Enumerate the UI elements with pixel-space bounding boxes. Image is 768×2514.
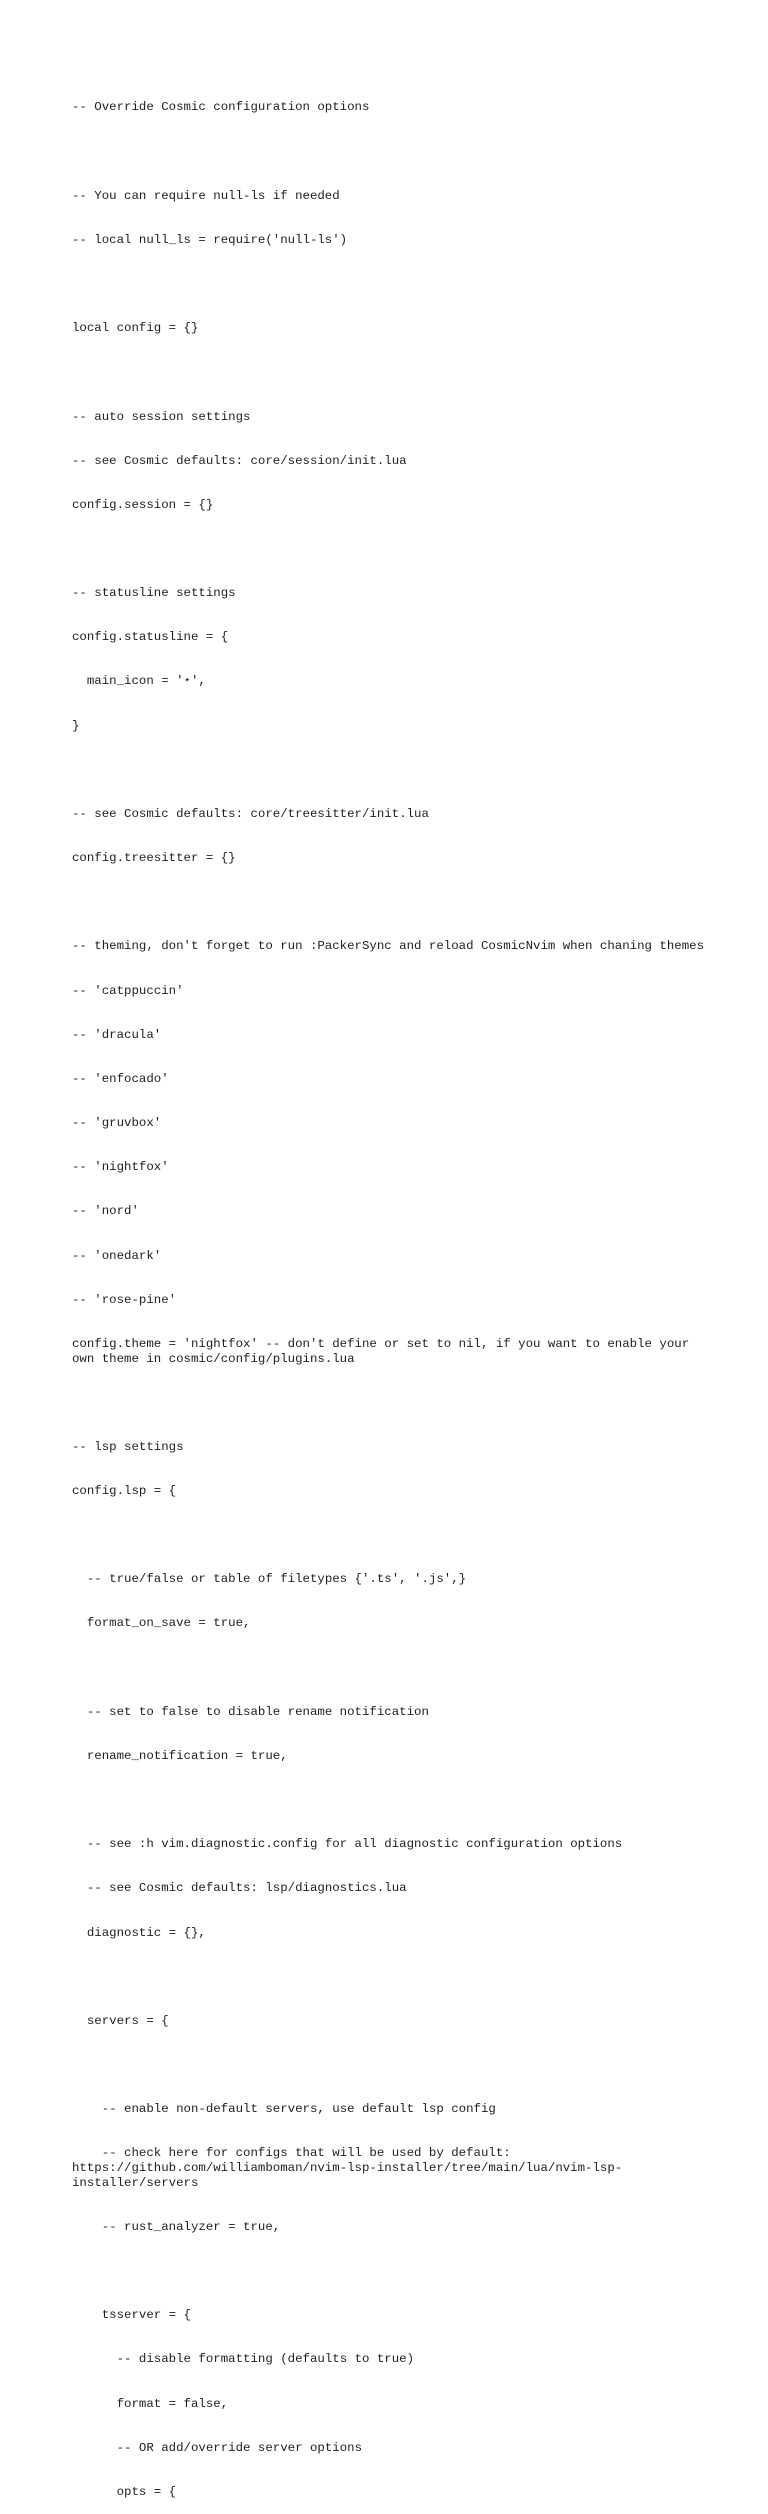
code-line: opts = { (72, 2484, 177, 2499)
code-line: config.session = {} (72, 497, 214, 512)
code-line (72, 1970, 712, 1985)
code-line: -- see Cosmic defaults: core/session/init.lua (72, 453, 407, 468)
code-line: -- 'nightfox' (72, 1160, 169, 1175)
code-line: -- 'onedark' (72, 1248, 162, 1263)
code-line: main_icon = '⋆', (72, 674, 206, 689)
code-line (72, 1793, 712, 1808)
code-line: -- 'dracula' (72, 1027, 162, 1042)
code-line: -- see :h vim.diagnostic.config for all diagnostic configuration options (72, 1837, 623, 1852)
code-line: -- see Cosmic defaults: lsp/diagnostics.lua (72, 1881, 407, 1896)
code-document (72, 71, 712, 2514)
code-line: format_on_save = true, (72, 1616, 251, 1631)
code-line (72, 763, 712, 778)
code-line: -- 'nord' (72, 1204, 139, 1219)
code-line: -- 'catppuccin' (72, 983, 184, 998)
code-line (72, 145, 712, 160)
code-line (72, 895, 712, 910)
code-line: config.statusline = { (72, 630, 229, 645)
code-line: servers = { (72, 2013, 169, 2028)
code-line: -- enable non-default servers, use default lsp config (72, 2102, 496, 2117)
code-line: } (72, 718, 80, 733)
code-line (72, 277, 712, 292)
code-line: -- Override Cosmic configuration options (72, 100, 370, 115)
code-line: diagnostic = {}, (72, 1925, 206, 1940)
code-line: -- OR add/override server options (72, 2440, 362, 2455)
code-line: -- auto session settings (72, 409, 251, 424)
code-line: rename_notification = true, (72, 1748, 288, 1763)
code-line: -- local null_ls = require('null-ls') (72, 232, 348, 247)
code-line: -- theming, don't forget to run :PackerSync and reload CosmicNvim when chaning themes (72, 939, 705, 954)
code-line: -- 'enfocado' (72, 1071, 169, 1086)
code-line: config.theme = 'nightfox' -- don't define or set to nil, if you want to enable your own theme in cosmic/config/plugins.lua (72, 1336, 697, 1366)
code-line (72, 542, 712, 557)
code-line: -- statusline settings (72, 586, 236, 601)
code-line: -- rust_analyzer = true, (72, 2219, 281, 2234)
code-line (72, 1528, 712, 1543)
code-line (72, 2058, 712, 2073)
code-line: -- You can require null-ls if needed (72, 188, 340, 203)
code-line: -- true/false or table of filetypes {'.ts', '.js',} (72, 1572, 467, 1587)
code-line: -- see Cosmic defaults: core/treesitter/init.lua (72, 806, 429, 821)
code-line: -- check here for configs that will be used by default: https://github.com/williamboman/nvim-lsp-installer/tree/main/lua/nvim-lsp-installer/servers (72, 2146, 623, 2190)
code-line (72, 1396, 712, 1411)
code-line: -- 'gruvbox' (72, 1116, 162, 1131)
code-line: -- 'rose-pine' (72, 1292, 177, 1307)
code-line: config.treesitter = {} (72, 851, 236, 866)
code-line: -- set to false to disable rename notification (72, 1704, 429, 1719)
code-line: -- lsp settings (72, 1439, 184, 1454)
code-line: config.lsp = { (72, 1484, 177, 1498)
code-line: format = false, (72, 2396, 229, 2411)
code-line: tsserver = { (72, 2308, 191, 2323)
code-line (72, 365, 712, 380)
code-line: local config = {} (72, 321, 199, 336)
code-line (72, 1661, 712, 1676)
code-line: -- disable formatting (defaults to true) (72, 2352, 415, 2367)
code-line (72, 2264, 712, 2279)
